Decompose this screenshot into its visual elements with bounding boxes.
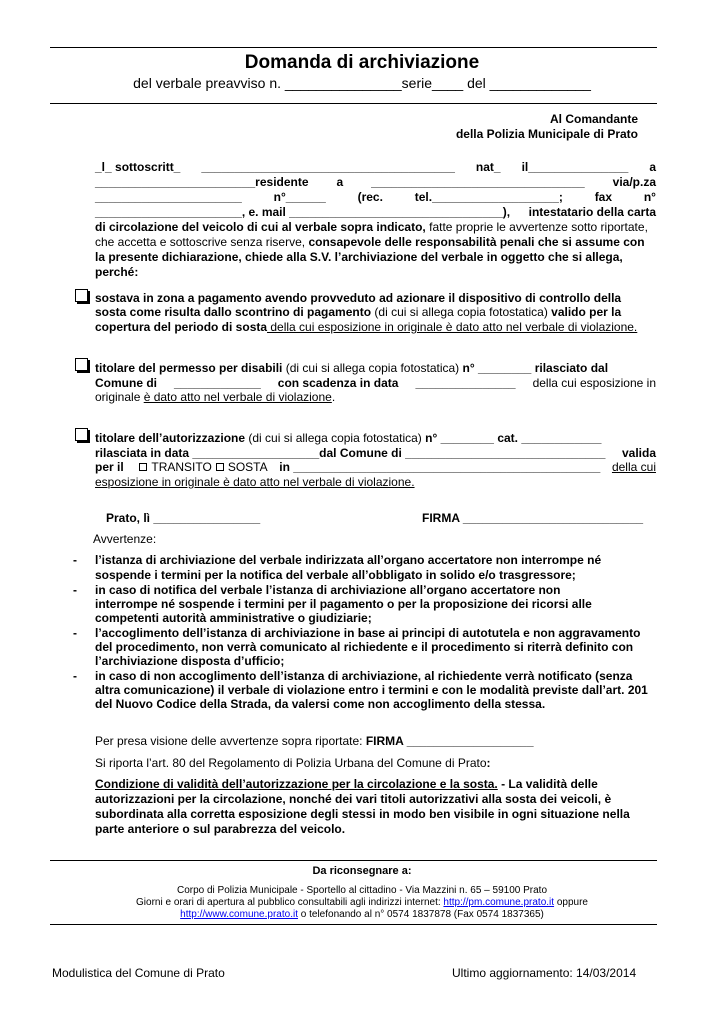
acknowledgement: Per presa visione delle avvertenze sopra riportate: FIRMA ___________________ bbox=[95, 734, 534, 748]
warning-bullet-4: - bbox=[73, 669, 77, 683]
place-date-field: Prato, lì ________________ bbox=[106, 511, 261, 525]
warning-bullet-2: - bbox=[73, 583, 77, 597]
warning-2-line3: competenti autorità amministrative o giudiziarie; bbox=[95, 611, 372, 625]
warnings-heading: Avvertenze: bbox=[93, 532, 157, 546]
option1-line3: copertura del periodo di sosta della cui esposizione in originale è dato atto nel verbale di violazione. bbox=[95, 320, 638, 334]
regulation-reference: Si riporta l’art. 80 del Regolamento di Polizia Urbana del Comune di Prato: bbox=[95, 756, 491, 770]
page-title: Domanda di archiviazione bbox=[244, 52, 480, 73]
intro-line4: ______________________, e. mail ________________________________), intestatario della carta bbox=[95, 205, 656, 219]
return-top-rule bbox=[50, 860, 657, 861]
warning-1-line2: sospende i termini per la notifica del verbale all’obbligato in solido e/o trasgressore; bbox=[95, 568, 576, 582]
option3-line3: per il TRANSITO SOSTA in ______________________________________________ della cui bbox=[95, 460, 656, 474]
checkbox-disabled-permit[interactable] bbox=[75, 358, 88, 371]
warning-2-line1: in caso di notifica del verbale l’istanza di archiviazione all’organo accertatore non bbox=[95, 583, 561, 597]
condition-line4: parte anteriore o sul parabrezza del veicolo. bbox=[95, 822, 346, 836]
return-heading: Da riconsegnare a: bbox=[312, 865, 412, 877]
footer-left: Modulistica del Comune di Prato bbox=[52, 966, 225, 980]
sosta-checkbox[interactable] bbox=[216, 463, 224, 471]
checkbox-authorization[interactable] bbox=[75, 428, 88, 441]
comune-website-link[interactable]: http://www.comune.prato.it bbox=[180, 909, 298, 920]
signature-field: FIRMA ___________________________ bbox=[422, 511, 644, 525]
warning-2-line2: interrompe né sospende i termini per il pagamento o per la proposizione dei ricorsi alle bbox=[95, 597, 592, 611]
pm-website-link[interactable]: http://pm.comune.prato.it bbox=[443, 897, 555, 908]
option2-line1: titolare del permesso per disabili (di cui si allega copia fotostatica) n° ________ rilasciato dal bbox=[95, 361, 609, 375]
intro-line8: perché: bbox=[95, 265, 139, 279]
warning-3-line3: l’archiviazione disposta d’ufficio; bbox=[95, 654, 285, 668]
return-address: Corpo di Polizia Municipale - Sportello al cittadino - Via Mazzini n. 65 – 59100 Prato bbox=[176, 885, 547, 896]
warning-3-line2: del procedimento, non verrà comunicato al richiedente e il procedimento si riterrà definito con bbox=[95, 640, 634, 654]
footer-right: Ultimo aggiornamento: 14/03/2014 bbox=[452, 966, 637, 980]
warning-1-line1: l’istanza di archiviazione del verbale indirizzata all’organo accertatore non interrompe né bbox=[95, 553, 602, 567]
warning-bullet-3: - bbox=[73, 626, 77, 640]
header-rule bbox=[50, 103, 657, 104]
option2-line2: Comune di _____________ con scadenza in data _______________ della cui esposizione in bbox=[95, 376, 656, 390]
option1-line2: sosta come risulta dallo scontrino di pagamento (di cui si allega copia fotostatica) valido per la bbox=[95, 305, 622, 319]
warning-4-line2: altra comunicazione) il verbale di violazione entro i termini e con le modalità previste dall’art. 201 bbox=[95, 683, 648, 697]
top-rule bbox=[50, 47, 657, 48]
page-subtitle: del verbale preavviso n. _______________serie____ del _____________ bbox=[133, 75, 591, 91]
condition-line3: subordinata alla corretta esposizione degli stessi in modo ben visibile in ogni situazione nella bbox=[95, 807, 630, 821]
warning-3-line1: l’accoglimento dell’istanza di archiviazione in base ai principi di autotutela e non aggravamento bbox=[95, 626, 641, 640]
intro-line7: la presente dichiarazione, chiede alla S.V. l’archiviazione del verbale in oggetto che si allega, bbox=[95, 250, 623, 264]
intro-line5: di circolazione del veicolo di cui al verbale sopra indicato, fatte proprie le avvertenze sotto riportate, bbox=[95, 220, 648, 234]
intro-line1: _l_ sottoscritt_ ______________________________________ nat_ il_______________ a bbox=[95, 160, 656, 174]
intro-line3: ______________________ n°______ (rec. tel.___________________; fax n° bbox=[95, 190, 656, 204]
addressee-line1: Al Comandante bbox=[549, 112, 638, 126]
return-phone: http://www.comune.prato.it o telefonando al n° 0574 1837878 (Fax 0574 1837365) bbox=[180, 909, 544, 920]
intro-line2: ________________________residente a ________________________________ via/p.za bbox=[95, 175, 656, 189]
return-hours: Giorni e orari di apertura al pubblico consultabili agli indirizzi internet: http://pm.comune.prato.it oppure bbox=[136, 897, 588, 908]
checkbox-parking-ticket[interactable] bbox=[75, 289, 88, 302]
warning-4-line3: del Nuovo Codice della Strada, da valersi come non accoglimento della stessa. bbox=[95, 697, 546, 711]
condition-line1: Condizione di validità dell’autorizzazione per la circolazione e la sosta. - La validità delle bbox=[95, 777, 598, 791]
condition-line2: autorizzazioni per la circolazione, nonché dei vari titoli autorizzativi alla sosta dei veicoli, è bbox=[95, 792, 612, 806]
option3-line4: esposizione in originale è dato atto nel verbale di violazione. bbox=[95, 475, 415, 489]
option1-line1: sostava in zona a pagamento avendo provveduto ad azionare il dispositivo di controllo della bbox=[95, 291, 622, 305]
option3-line1: titolare dell’autorizzazione (di cui si allega copia fotostatica) n° ________ cat. ____________ bbox=[95, 431, 602, 445]
return-bottom-rule bbox=[50, 924, 657, 925]
intro-line6: che accetta e sottoscrive senza riserve, consapevole delle responsabilità penali che si assume con bbox=[95, 235, 645, 249]
transito-checkbox[interactable] bbox=[139, 463, 147, 471]
warning-bullet-1: - bbox=[73, 553, 77, 567]
option3-line2: rilasciata in data ___________________dal Comune di ______________________________ valida bbox=[95, 446, 656, 460]
option2-line3: originale è dato atto nel verbale di violazione. bbox=[95, 390, 336, 404]
warning-4-line1: in caso di non accoglimento dell’istanza di archiviazione, al richiedente verrà notificato (senza bbox=[95, 669, 633, 683]
addressee-line2: della Polizia Municipale di Prato bbox=[455, 127, 638, 141]
